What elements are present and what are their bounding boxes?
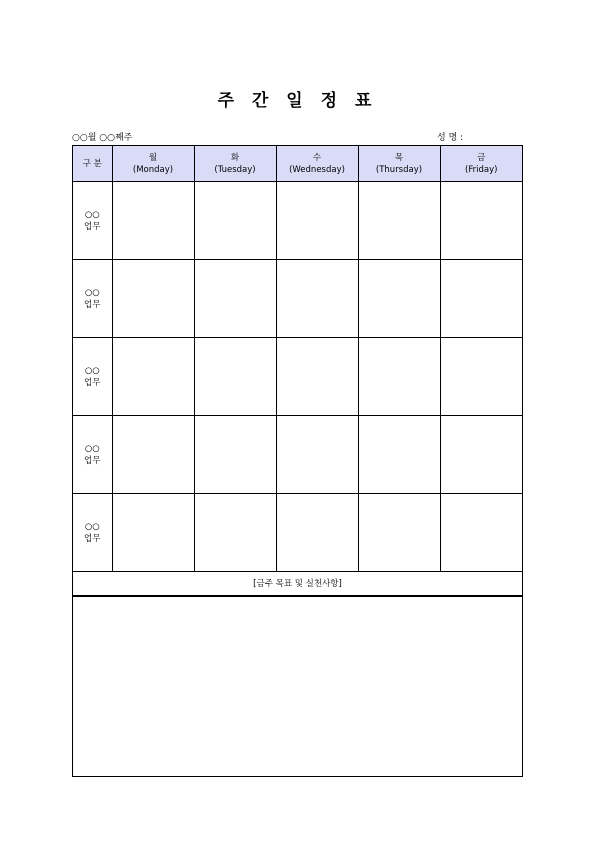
row-label-line2: 업무 — [84, 221, 101, 232]
row-label-line1: ○○ — [84, 443, 100, 454]
day-ko-label: 금 — [477, 152, 486, 163]
schedule-cell[interactable] — [358, 338, 440, 416]
schedule-cell[interactable] — [194, 260, 276, 338]
row-label-line1: ○○ — [84, 521, 100, 532]
row-label-line1: ○○ — [84, 209, 100, 220]
day-en-label: (Thursday) — [375, 164, 423, 175]
row-label-line2: 업무 — [84, 377, 101, 388]
category-header: 구 분 — [73, 146, 112, 182]
row-label — [73, 416, 112, 494]
schedule-cell[interactable] — [112, 260, 194, 338]
schedule-cell[interactable] — [276, 182, 358, 260]
row-label-line1: ○○ — [84, 287, 100, 298]
day-en-label: (Friday) — [465, 164, 498, 175]
week-label: ○○월 ○○째주 — [72, 133, 133, 143]
day-header-tuesday — [194, 146, 276, 182]
schedule-cell[interactable] — [358, 260, 440, 338]
day-ko-label: 화 — [230, 152, 240, 163]
schedule-cell[interactable] — [440, 260, 522, 338]
schedule-cell[interactable] — [440, 182, 522, 260]
goals-area[interactable] — [73, 596, 522, 777]
row-label-line1: ○○ — [84, 365, 100, 376]
schedule-cell[interactable] — [440, 494, 522, 572]
table-row — [73, 338, 522, 416]
table-row — [73, 494, 522, 572]
day-header-thursday — [358, 146, 440, 182]
schedule-cell[interactable] — [112, 182, 194, 260]
day-ko-label: 월 — [148, 152, 158, 163]
schedule-cell[interactable] — [358, 416, 440, 494]
schedule-cell[interactable] — [276, 260, 358, 338]
day-en-label: (Wednesday) — [289, 164, 345, 175]
schedule-cell[interactable] — [194, 494, 276, 572]
schedule-cell[interactable] — [112, 338, 194, 416]
day-ko-label: 목 — [394, 152, 404, 163]
schedule-cell[interactable] — [276, 416, 358, 494]
page-title: 주 간 일 정 표 — [217, 91, 378, 111]
table-row — [73, 260, 522, 338]
schedule-cell[interactable] — [440, 338, 522, 416]
day-header-monday — [112, 146, 194, 182]
day-en-label: (Monday) — [132, 164, 174, 175]
table-row — [73, 416, 522, 494]
table-row — [73, 182, 522, 260]
table-header-row — [73, 146, 522, 182]
day-ko-label: 수 — [312, 152, 322, 163]
schedule-cell[interactable] — [194, 182, 276, 260]
day-header-wednesday — [276, 146, 358, 182]
schedule-cell[interactable] — [276, 494, 358, 572]
row-label — [73, 338, 112, 416]
name-label: 성 명 : — [437, 133, 464, 143]
schedule-table-frame — [72, 145, 523, 777]
goals-label: [금주 목표 및 실천사항] — [73, 572, 522, 596]
schedule-cell[interactable] — [112, 494, 194, 572]
row-label — [73, 494, 112, 572]
row-label-line2: 업무 — [84, 299, 101, 310]
schedule-cell[interactable] — [358, 182, 440, 260]
row-label — [73, 260, 112, 338]
goals-header-row — [73, 572, 522, 596]
schedule-cell[interactable] — [440, 416, 522, 494]
day-header-friday — [440, 146, 522, 182]
schedule-table — [73, 146, 522, 596]
row-label-line2: 업무 — [84, 455, 101, 466]
schedule-cell[interactable] — [358, 494, 440, 572]
schedule-cell[interactable] — [194, 338, 276, 416]
schedule-cell[interactable] — [276, 338, 358, 416]
row-label — [73, 182, 112, 260]
schedule-cell[interactable] — [194, 416, 276, 494]
day-en-label: (Tuesday) — [214, 164, 256, 175]
schedule-cell[interactable] — [112, 416, 194, 494]
row-label-line2: 업무 — [84, 533, 101, 544]
